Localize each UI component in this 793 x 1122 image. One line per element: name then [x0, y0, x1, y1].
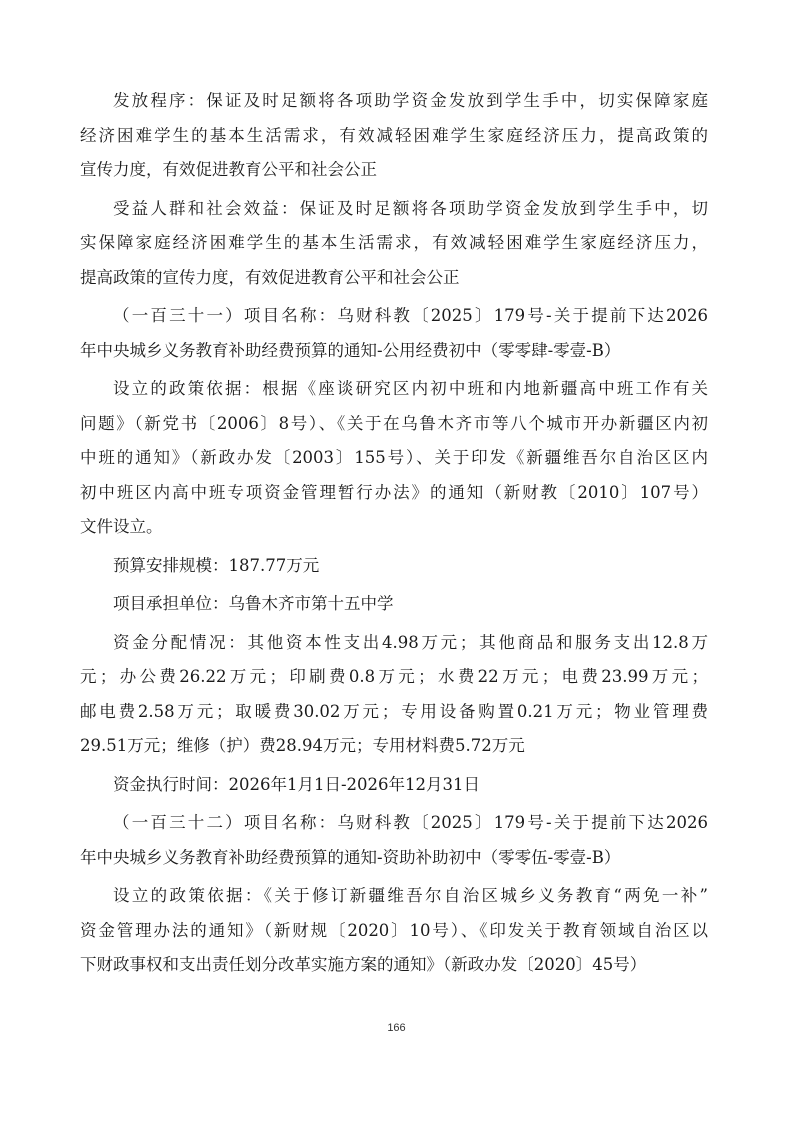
- paragraph-line: 受益人群和社会效益：保证及时足额将各项助学资金发放到学生手中，切: [113, 198, 708, 218]
- paragraph-line: 项目承担单位：乌鲁木齐市第十五中学: [113, 594, 394, 613]
- paragraph-line: 资金管理办法的通知》（新财规〔2020〕10号）、《印发关于教育领域自治区以: [80, 920, 708, 940]
- paragraph-item-131-name: [80, 299, 708, 368]
- paragraph-line: 中班的通知》（新政办发〔2003〕155号）、关于印发《新疆维吾尔自治区区内: [80, 448, 708, 467]
- paragraph-line: 下财政事权和支出责任划分改革实施方案的通知》（新政办发〔2020〕45号）: [80, 955, 647, 974]
- paragraph-line: 初中班区内高中班专项资金管理暂行办法》的通知（新财教〔2010〕107号）: [80, 482, 708, 502]
- paragraph-item-131-allocation: [80, 626, 708, 764]
- paragraph-line: 预算安排规模：187.77万元: [113, 555, 320, 575]
- paragraph-beneficiaries: [80, 192, 708, 296]
- paragraph-line: （一百三十二）项目名称：乌财科教〔2025〕179号-关于提前下达2026: [113, 813, 708, 832]
- paragraph-line: 宣传力度，有效促进教育公平和社会公正: [80, 160, 377, 179]
- document-body: [80, 84, 708, 987]
- paragraph-item-132-name: [80, 806, 708, 875]
- page-number: 166: [387, 1022, 406, 1034]
- paragraph-item-131-policy: [80, 372, 708, 545]
- paragraph-line: 元；办公费26.22万元；印刷费0.8万元；水费22万元；电费23.99万元；: [80, 667, 708, 686]
- paragraph-line: 问题》（新党书〔2006〕8号）、《关于在乌鲁木齐市等八个城市开办新疆区内初: [80, 413, 708, 433]
- paragraph-line: 资金执行时间：2026年1月1日-2026年12月31日: [113, 774, 481, 794]
- paragraph-line: 年中央城乡义务教育补助经费预算的通知-公用经费初中（零零肆-零壹-B）: [80, 340, 621, 360]
- paragraph-line: 设立的政策依据：《关于修订新疆维吾尔自治区城乡义务教育“两免一补”: [113, 886, 708, 905]
- paragraph-item-131-budget: [80, 549, 708, 584]
- paragraph-line: 29.51万元；维修（护）费28.94万元；专用材料费5.72万元: [80, 736, 525, 755]
- paragraph-line: 年中央城乡义务教育补助经费预算的通知-资助补助初中（零零伍-零壹-B）: [80, 847, 621, 867]
- paragraph-line: 设立的政策依据：根据《座谈研究区内初中班和内地新疆高中班工作有关: [113, 379, 708, 398]
- paragraph-line: 提高政策的宣传力度，有效促进教育公平和社会公正: [80, 267, 460, 287]
- paragraph-issuance-procedure: [80, 84, 708, 188]
- paragraph-line: （一百三十一）项目名称：乌财科教〔2025〕179号-关于提前下达2026: [113, 306, 708, 325]
- paragraph-line: 经济困难学生的基本生活需求，有效减轻困难学生家庭经济压力，提高政策的: [80, 125, 708, 145]
- paragraph-line: 邮电费2.58万元；取暖费30.02万元；专用设备购置0.21万元；物业管理费: [80, 701, 708, 721]
- paragraph-item-131-unit: [80, 587, 708, 622]
- paragraph-item-131-period: [80, 768, 708, 803]
- paragraph-line: 发放程序：保证及时足额将各项助学资金发放到学生手中，切实保障家庭: [113, 91, 708, 110]
- paragraph-item-132-policy: [80, 879, 708, 983]
- paragraph-line: 实保障家庭经济困难学生的基本生活需求，有效减轻困难学生家庭经济压力，: [80, 233, 708, 252]
- paragraph-line: 资金分配情况：其他资本性支出4.98万元；其他商品和服务支出12.8万: [113, 632, 708, 652]
- paragraph-line: 文件设立。: [80, 517, 163, 536]
